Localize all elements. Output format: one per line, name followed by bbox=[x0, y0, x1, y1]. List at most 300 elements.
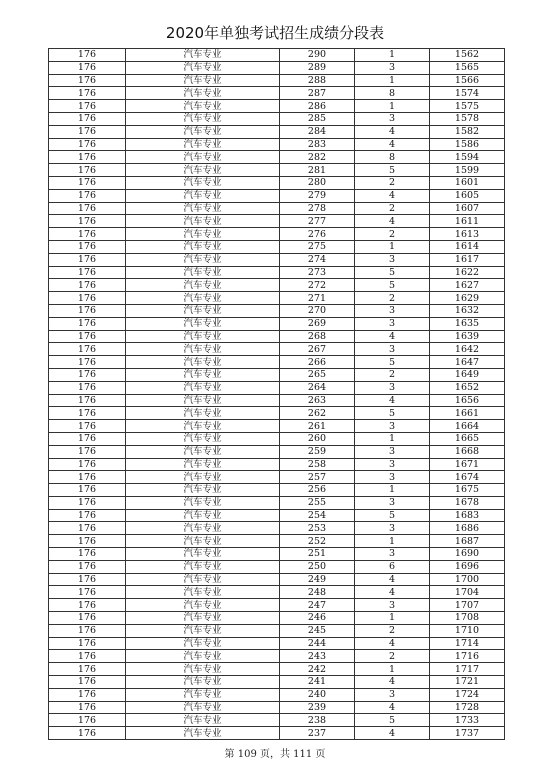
cell-count: 5 bbox=[355, 356, 430, 369]
table-row bbox=[49, 573, 505, 586]
cell-code: 176 bbox=[49, 112, 126, 125]
cell-code: 176 bbox=[49, 612, 126, 625]
cell-code: 176 bbox=[49, 676, 126, 689]
cell-count: 5 bbox=[355, 509, 430, 522]
cell-cumulative: 1678 bbox=[430, 496, 505, 509]
cell-major: 汽车专业 bbox=[126, 471, 280, 484]
table-row bbox=[49, 650, 505, 663]
cell-code: 176 bbox=[49, 484, 126, 497]
table-row bbox=[49, 74, 505, 87]
cell-code: 176 bbox=[49, 496, 126, 509]
cell-cumulative: 1656 bbox=[430, 394, 505, 407]
table-row bbox=[49, 688, 505, 701]
table-row bbox=[49, 394, 505, 407]
cell-count: 5 bbox=[355, 407, 430, 420]
cell-major: 汽车专业 bbox=[126, 253, 280, 266]
cell-score: 270 bbox=[280, 304, 355, 317]
table-row bbox=[49, 381, 505, 394]
cell-major: 汽车专业 bbox=[126, 343, 280, 356]
cell-count: 3 bbox=[355, 61, 430, 74]
cell-score: 253 bbox=[280, 522, 355, 535]
cell-code: 176 bbox=[49, 240, 126, 253]
table-row bbox=[49, 560, 505, 573]
cell-major: 汽车专业 bbox=[126, 432, 280, 445]
cell-cumulative: 1714 bbox=[430, 637, 505, 650]
cell-major: 汽车专业 bbox=[126, 292, 280, 305]
cell-count: 3 bbox=[355, 458, 430, 471]
cell-score: 269 bbox=[280, 317, 355, 330]
cell-code: 176 bbox=[49, 663, 126, 676]
cell-count: 4 bbox=[355, 637, 430, 650]
cell-cumulative: 1717 bbox=[430, 663, 505, 676]
cell-score: 272 bbox=[280, 279, 355, 292]
cell-count: 1 bbox=[355, 74, 430, 87]
cell-count: 3 bbox=[355, 420, 430, 433]
cell-cumulative: 1601 bbox=[430, 176, 505, 189]
cell-major: 汽车专业 bbox=[126, 228, 280, 241]
cell-count: 6 bbox=[355, 560, 430, 573]
cell-count: 3 bbox=[355, 317, 430, 330]
cell-code: 176 bbox=[49, 330, 126, 343]
cell-cumulative: 1707 bbox=[430, 599, 505, 612]
cell-score: 265 bbox=[280, 368, 355, 381]
cell-major: 汽车专业 bbox=[126, 573, 280, 586]
cell-cumulative: 1614 bbox=[430, 240, 505, 253]
cell-cumulative: 1683 bbox=[430, 509, 505, 522]
cell-cumulative: 1724 bbox=[430, 688, 505, 701]
cell-major: 汽车专业 bbox=[126, 496, 280, 509]
table-row bbox=[49, 509, 505, 522]
cell-count: 4 bbox=[355, 215, 430, 228]
cell-score: 238 bbox=[280, 714, 355, 727]
table-row bbox=[49, 266, 505, 279]
cell-code: 176 bbox=[49, 573, 126, 586]
cell-major: 汽车专业 bbox=[126, 701, 280, 714]
page-number-label: 第 109 页，共 111 页 bbox=[224, 749, 326, 760]
table-row bbox=[49, 458, 505, 471]
cell-score: 287 bbox=[280, 87, 355, 100]
cell-cumulative: 1690 bbox=[430, 548, 505, 561]
table-row bbox=[49, 164, 505, 177]
cell-cumulative: 1582 bbox=[430, 125, 505, 138]
cell-code: 176 bbox=[49, 368, 126, 381]
cell-count: 5 bbox=[355, 714, 430, 727]
cell-score: 289 bbox=[280, 61, 355, 74]
cell-score: 243 bbox=[280, 650, 355, 663]
cell-code: 176 bbox=[49, 394, 126, 407]
cell-code: 176 bbox=[49, 100, 126, 113]
cell-score: 282 bbox=[280, 151, 355, 164]
cell-major: 汽车专业 bbox=[126, 266, 280, 279]
table-row bbox=[49, 61, 505, 74]
cell-major: 汽车专业 bbox=[126, 445, 280, 458]
page-title: 2020年单独考试招生成绩分段表 bbox=[165, 24, 385, 42]
cell-major: 汽车专业 bbox=[126, 356, 280, 369]
cell-count: 5 bbox=[355, 266, 430, 279]
cell-score: 279 bbox=[280, 189, 355, 202]
cell-count: 3 bbox=[355, 471, 430, 484]
table-row bbox=[49, 100, 505, 113]
table-row bbox=[49, 368, 505, 381]
cell-cumulative: 1704 bbox=[430, 586, 505, 599]
table-row bbox=[49, 240, 505, 253]
cell-cumulative: 1629 bbox=[430, 292, 505, 305]
cell-cumulative: 1675 bbox=[430, 484, 505, 497]
table-row bbox=[49, 663, 505, 676]
table-row bbox=[49, 343, 505, 356]
table-row bbox=[49, 304, 505, 317]
cell-major: 汽车专业 bbox=[126, 189, 280, 202]
cell-cumulative: 1632 bbox=[430, 304, 505, 317]
cell-score: 268 bbox=[280, 330, 355, 343]
cell-score: 286 bbox=[280, 100, 355, 113]
cell-code: 176 bbox=[49, 343, 126, 356]
cell-code: 176 bbox=[49, 138, 126, 151]
cell-major: 汽车专业 bbox=[126, 164, 280, 177]
cell-major: 汽车专业 bbox=[126, 125, 280, 138]
table-row bbox=[49, 714, 505, 727]
cell-major: 汽车专业 bbox=[126, 74, 280, 87]
cell-cumulative: 1700 bbox=[430, 573, 505, 586]
cell-code: 176 bbox=[49, 266, 126, 279]
cell-code: 176 bbox=[49, 535, 126, 548]
cell-code: 176 bbox=[49, 202, 126, 215]
cell-cumulative: 1710 bbox=[430, 624, 505, 637]
cell-cumulative: 1647 bbox=[430, 356, 505, 369]
table-row bbox=[49, 484, 505, 497]
cell-count: 2 bbox=[355, 176, 430, 189]
cell-score: 285 bbox=[280, 112, 355, 125]
cell-major: 汽车专业 bbox=[126, 100, 280, 113]
cell-score: 237 bbox=[280, 727, 355, 740]
cell-score: 246 bbox=[280, 612, 355, 625]
score-distribution-table bbox=[48, 48, 505, 740]
cell-cumulative: 1622 bbox=[430, 266, 505, 279]
cell-major: 汽车专业 bbox=[126, 484, 280, 497]
cell-major: 汽车专业 bbox=[126, 599, 280, 612]
table-row bbox=[49, 420, 505, 433]
cell-count: 3 bbox=[355, 599, 430, 612]
cell-count: 4 bbox=[355, 330, 430, 343]
cell-major: 汽车专业 bbox=[126, 624, 280, 637]
cell-cumulative: 1639 bbox=[430, 330, 505, 343]
cell-code: 176 bbox=[49, 61, 126, 74]
cell-score: 240 bbox=[280, 688, 355, 701]
cell-cumulative: 1668 bbox=[430, 445, 505, 458]
cell-score: 266 bbox=[280, 356, 355, 369]
cell-major: 汽车专业 bbox=[126, 394, 280, 407]
cell-cumulative: 1686 bbox=[430, 522, 505, 535]
cell-score: 251 bbox=[280, 548, 355, 561]
table-row bbox=[49, 202, 505, 215]
cell-score: 263 bbox=[280, 394, 355, 407]
cell-cumulative: 1661 bbox=[430, 407, 505, 420]
cell-major: 汽车专业 bbox=[126, 560, 280, 573]
table-row bbox=[49, 228, 505, 241]
cell-score: 249 bbox=[280, 573, 355, 586]
cell-score: 244 bbox=[280, 637, 355, 650]
cell-count: 2 bbox=[355, 202, 430, 215]
table-row bbox=[49, 586, 505, 599]
cell-code: 176 bbox=[49, 688, 126, 701]
cell-code: 176 bbox=[49, 445, 126, 458]
cell-cumulative: 1716 bbox=[430, 650, 505, 663]
cell-code: 176 bbox=[49, 650, 126, 663]
cell-code: 176 bbox=[49, 317, 126, 330]
cell-major: 汽车专业 bbox=[126, 535, 280, 548]
table-row bbox=[49, 637, 505, 650]
cell-count: 5 bbox=[355, 164, 430, 177]
cell-major: 汽车专业 bbox=[126, 458, 280, 471]
cell-major: 汽车专业 bbox=[126, 548, 280, 561]
cell-score: 248 bbox=[280, 586, 355, 599]
cell-cumulative: 1696 bbox=[430, 560, 505, 573]
cell-count: 3 bbox=[355, 548, 430, 561]
cell-code: 176 bbox=[49, 420, 126, 433]
cell-count: 4 bbox=[355, 138, 430, 151]
cell-code: 176 bbox=[49, 215, 126, 228]
cell-cumulative: 1617 bbox=[430, 253, 505, 266]
cell-code: 176 bbox=[49, 356, 126, 369]
table-row bbox=[49, 471, 505, 484]
cell-cumulative: 1611 bbox=[430, 215, 505, 228]
cell-major: 汽车专业 bbox=[126, 240, 280, 253]
cell-major: 汽车专业 bbox=[126, 368, 280, 381]
table-row bbox=[49, 330, 505, 343]
cell-count: 2 bbox=[355, 292, 430, 305]
cell-score: 267 bbox=[280, 343, 355, 356]
cell-cumulative: 1665 bbox=[430, 432, 505, 445]
cell-code: 176 bbox=[49, 727, 126, 740]
cell-count: 4 bbox=[355, 573, 430, 586]
table-row bbox=[49, 599, 505, 612]
cell-cumulative: 1586 bbox=[430, 138, 505, 151]
cell-major: 汽车专业 bbox=[126, 87, 280, 100]
table-row bbox=[49, 356, 505, 369]
table-row bbox=[49, 432, 505, 445]
cell-cumulative: 1607 bbox=[430, 202, 505, 215]
cell-code: 176 bbox=[49, 599, 126, 612]
cell-count: 2 bbox=[355, 228, 430, 241]
cell-count: 3 bbox=[355, 253, 430, 266]
table-row bbox=[49, 317, 505, 330]
cell-score: 261 bbox=[280, 420, 355, 433]
cell-code: 176 bbox=[49, 304, 126, 317]
cell-count: 3 bbox=[355, 381, 430, 394]
cell-major: 汽车专业 bbox=[126, 215, 280, 228]
cell-major: 汽车专业 bbox=[126, 176, 280, 189]
cell-score: 241 bbox=[280, 676, 355, 689]
cell-score: 281 bbox=[280, 164, 355, 177]
cell-major: 汽车专业 bbox=[126, 663, 280, 676]
cell-cumulative: 1674 bbox=[430, 471, 505, 484]
cell-major: 汽车专业 bbox=[126, 522, 280, 535]
cell-count: 4 bbox=[355, 586, 430, 599]
table-row bbox=[49, 445, 505, 458]
cell-score: 256 bbox=[280, 484, 355, 497]
cell-major: 汽车专业 bbox=[126, 586, 280, 599]
cell-cumulative: 1642 bbox=[430, 343, 505, 356]
cell-count: 8 bbox=[355, 87, 430, 100]
cell-code: 176 bbox=[49, 164, 126, 177]
cell-count: 1 bbox=[355, 663, 430, 676]
cell-cumulative: 1575 bbox=[430, 100, 505, 113]
cell-code: 176 bbox=[49, 279, 126, 292]
table-row bbox=[49, 701, 505, 714]
cell-major: 汽车专业 bbox=[126, 637, 280, 650]
cell-count: 5 bbox=[355, 279, 430, 292]
table-row bbox=[49, 624, 505, 637]
cell-major: 汽车专业 bbox=[126, 49, 280, 62]
cell-count: 4 bbox=[355, 394, 430, 407]
cell-count: 1 bbox=[355, 484, 430, 497]
cell-code: 176 bbox=[49, 74, 126, 87]
table-row bbox=[49, 112, 505, 125]
cell-major: 汽车专业 bbox=[126, 420, 280, 433]
table-body bbox=[49, 49, 505, 740]
cell-cumulative: 1733 bbox=[430, 714, 505, 727]
cell-cumulative: 1574 bbox=[430, 87, 505, 100]
cell-code: 176 bbox=[49, 637, 126, 650]
cell-score: 280 bbox=[280, 176, 355, 189]
cell-count: 3 bbox=[355, 496, 430, 509]
cell-count: 1 bbox=[355, 240, 430, 253]
table-row bbox=[49, 727, 505, 740]
cell-score: 274 bbox=[280, 253, 355, 266]
table-row bbox=[49, 189, 505, 202]
cell-cumulative: 1737 bbox=[430, 727, 505, 740]
cell-code: 176 bbox=[49, 471, 126, 484]
cell-code: 176 bbox=[49, 701, 126, 714]
table-row bbox=[49, 535, 505, 548]
cell-major: 汽车专业 bbox=[126, 138, 280, 151]
table-row bbox=[49, 676, 505, 689]
cell-score: 245 bbox=[280, 624, 355, 637]
cell-cumulative: 1605 bbox=[430, 189, 505, 202]
cell-score: 277 bbox=[280, 215, 355, 228]
cell-code: 176 bbox=[49, 253, 126, 266]
cell-major: 汽车专业 bbox=[126, 509, 280, 522]
cell-cumulative: 1578 bbox=[430, 112, 505, 125]
cell-code: 176 bbox=[49, 407, 126, 420]
cell-count: 3 bbox=[355, 343, 430, 356]
cell-count: 4 bbox=[355, 676, 430, 689]
cell-major: 汽车专业 bbox=[126, 714, 280, 727]
cell-major: 汽车专业 bbox=[126, 727, 280, 740]
cell-major: 汽车专业 bbox=[126, 612, 280, 625]
cell-major: 汽车专业 bbox=[126, 381, 280, 394]
cell-score: 283 bbox=[280, 138, 355, 151]
cell-score: 250 bbox=[280, 560, 355, 573]
cell-score: 275 bbox=[280, 240, 355, 253]
cell-code: 176 bbox=[49, 87, 126, 100]
cell-major: 汽车专业 bbox=[126, 151, 280, 164]
cell-score: 259 bbox=[280, 445, 355, 458]
cell-score: 247 bbox=[280, 599, 355, 612]
cell-code: 176 bbox=[49, 548, 126, 561]
table-row bbox=[49, 215, 505, 228]
cell-score: 257 bbox=[280, 471, 355, 484]
cell-score: 264 bbox=[280, 381, 355, 394]
cell-cumulative: 1565 bbox=[430, 61, 505, 74]
cell-count: 1 bbox=[355, 535, 430, 548]
cell-code: 176 bbox=[49, 151, 126, 164]
cell-code: 176 bbox=[49, 176, 126, 189]
cell-code: 176 bbox=[49, 522, 126, 535]
cell-cumulative: 1652 bbox=[430, 381, 505, 394]
table-row bbox=[49, 49, 505, 62]
cell-cumulative: 1627 bbox=[430, 279, 505, 292]
cell-count: 4 bbox=[355, 727, 430, 740]
table-row bbox=[49, 292, 505, 305]
cell-major: 汽车专业 bbox=[126, 676, 280, 689]
cell-count: 1 bbox=[355, 100, 430, 113]
cell-count: 4 bbox=[355, 189, 430, 202]
cell-count: 1 bbox=[355, 432, 430, 445]
cell-code: 176 bbox=[49, 381, 126, 394]
cell-count: 4 bbox=[355, 125, 430, 138]
cell-count: 3 bbox=[355, 522, 430, 535]
table-row bbox=[49, 612, 505, 625]
cell-major: 汽车专业 bbox=[126, 279, 280, 292]
cell-score: 239 bbox=[280, 701, 355, 714]
cell-major: 汽车专业 bbox=[126, 407, 280, 420]
cell-count: 1 bbox=[355, 49, 430, 62]
cell-major: 汽车专业 bbox=[126, 202, 280, 215]
table-row bbox=[49, 176, 505, 189]
cell-count: 2 bbox=[355, 650, 430, 663]
page-footer bbox=[0, 745, 550, 760]
table-row bbox=[49, 138, 505, 151]
cell-code: 176 bbox=[49, 125, 126, 138]
cell-cumulative: 1649 bbox=[430, 368, 505, 381]
cell-major: 汽车专业 bbox=[126, 317, 280, 330]
cell-code: 176 bbox=[49, 586, 126, 599]
cell-code: 176 bbox=[49, 714, 126, 727]
cell-code: 176 bbox=[49, 432, 126, 445]
table-row bbox=[49, 496, 505, 509]
cell-count: 4 bbox=[355, 701, 430, 714]
cell-cumulative: 1594 bbox=[430, 151, 505, 164]
cell-code: 176 bbox=[49, 49, 126, 62]
table-row bbox=[49, 87, 505, 100]
cell-score: 278 bbox=[280, 202, 355, 215]
cell-score: 273 bbox=[280, 266, 355, 279]
cell-count: 2 bbox=[355, 368, 430, 381]
cell-code: 176 bbox=[49, 458, 126, 471]
cell-code: 176 bbox=[49, 228, 126, 241]
cell-code: 176 bbox=[49, 509, 126, 522]
cell-cumulative: 1721 bbox=[430, 676, 505, 689]
cell-code: 176 bbox=[49, 189, 126, 202]
cell-count: 1 bbox=[355, 612, 430, 625]
cell-score: 271 bbox=[280, 292, 355, 305]
table-row bbox=[49, 151, 505, 164]
cell-score: 242 bbox=[280, 663, 355, 676]
cell-cumulative: 1635 bbox=[430, 317, 505, 330]
cell-count: 2 bbox=[355, 624, 430, 637]
cell-count: 8 bbox=[355, 151, 430, 164]
table-row bbox=[49, 522, 505, 535]
cell-major: 汽车专业 bbox=[126, 112, 280, 125]
table-row bbox=[49, 279, 505, 292]
cell-cumulative: 1671 bbox=[430, 458, 505, 471]
cell-cumulative: 1562 bbox=[430, 49, 505, 62]
cell-count: 3 bbox=[355, 688, 430, 701]
cell-code: 176 bbox=[49, 624, 126, 637]
cell-major: 汽车专业 bbox=[126, 688, 280, 701]
table-row bbox=[49, 548, 505, 561]
